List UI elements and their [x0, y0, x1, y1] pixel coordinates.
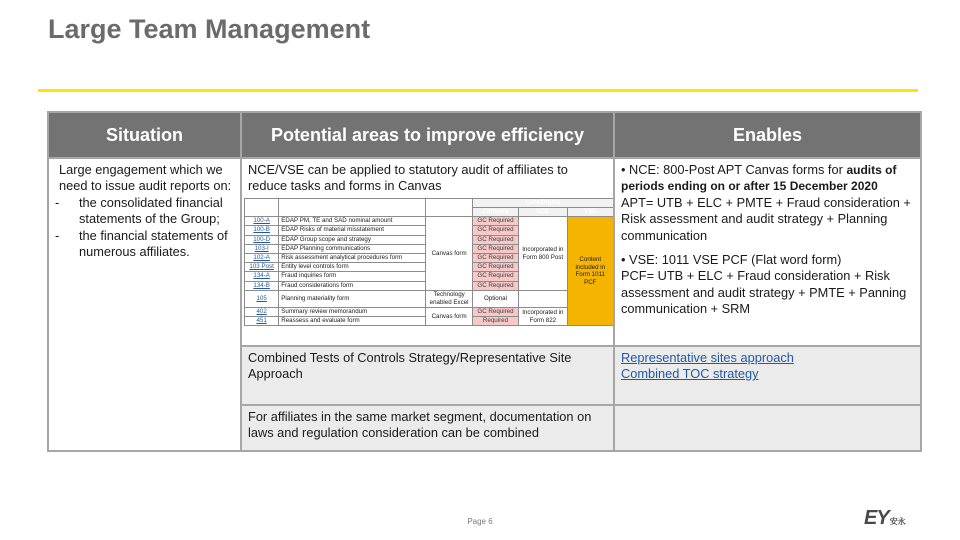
form-number-link[interactable]: 100-D: [245, 235, 279, 244]
forms-row: [245, 290, 614, 307]
form-status: GC Required: [472, 235, 518, 244]
situation-intro: Large engagement which we need to issue audit reports on:: [59, 162, 232, 194]
form-status: GC Required: [472, 217, 518, 226]
form-number-link[interactable]: 134-A: [245, 272, 279, 281]
form-status: GC Required: [472, 281, 518, 290]
form-type: Technology enabled Excel: [426, 290, 472, 307]
situation-item: - the financial statements of numerous affiliates.: [55, 228, 234, 261]
form-status: GC Required: [472, 307, 518, 316]
forms-header-form-type: Form type: [426, 198, 472, 216]
forms-row: [245, 307, 614, 316]
combined-toc-link[interactable]: Combined TOC strategy: [621, 366, 759, 382]
form-title: EDAP PM, TE and SAD nominal amount: [279, 217, 426, 226]
ey-logo-sub: 安永: [889, 517, 906, 526]
form-title: Fraud inquiries form: [279, 272, 426, 281]
enables-cell-toc: [614, 346, 921, 405]
title-divider: [38, 89, 918, 92]
forms-header-vse: VSE: [567, 208, 613, 217]
enables-vse: [621, 252, 914, 318]
situation-list: [55, 195, 234, 261]
form-status: GC Required: [472, 272, 518, 281]
form-number-link[interactable]: 402: [245, 307, 279, 316]
form-number-link[interactable]: 103-I: [245, 244, 279, 253]
enables-cell-nce-vse: [614, 158, 921, 346]
form-number-link[interactable]: 451: [245, 317, 279, 326]
enables-pcf-formula: PCF= UTB + ELC + Fraud consideration + Risk assessment and audit strategy + PMTE + Panning communication + SRM: [621, 268, 907, 317]
slide-title: Large Team Management: [48, 14, 371, 44]
form-status: Optional: [472, 290, 518, 307]
header-enables: Enables: [614, 112, 921, 158]
form-number-link[interactable]: 103 Post: [245, 263, 279, 272]
nce-note: Incorporated in Form 822: [519, 307, 567, 325]
nce-note: Incorporated in Form 800 Post: [519, 217, 567, 291]
form-number-link[interactable]: 100-B: [245, 226, 279, 235]
forms-header-core-digital: Core/Digital: [472, 198, 613, 207]
enables-apt-formula: APT= UTB + ELC + PMTE + Fraud consideration + Risk assessment and audit strategy + Planning communication: [621, 194, 911, 243]
area-cell-nce-vse: [241, 158, 614, 346]
situation-item: - the consolidated financial statements of the Group;: [55, 195, 234, 228]
form-status: GC Required: [472, 263, 518, 272]
forms-table: [244, 198, 614, 326]
enables-nce: [621, 162, 914, 244]
form-title: EDAP Planning communications: [279, 244, 426, 253]
efficiency-table: [47, 111, 922, 452]
form-number-link[interactable]: 105: [245, 290, 279, 307]
enables-cell-laws: [614, 405, 921, 451]
form-title: Summary review memorandum: [279, 307, 426, 316]
forms-row: [245, 217, 614, 226]
form-number-link[interactable]: 100-A: [245, 217, 279, 226]
form-title: Risk assessment analytical procedures form: [279, 254, 426, 263]
enables-nce-prefix: • NCE: 800-Post APT Canvas forms for: [621, 162, 847, 177]
area-cell-toc: Combined Tests of Controls Strategy/Representative Site Approach: [241, 346, 614, 405]
form-title: EDAP Group scope and strategy: [279, 235, 426, 244]
form-title: Fraud considerations form: [279, 281, 426, 290]
form-status: GC Required: [472, 244, 518, 253]
representative-sites-link[interactable]: Representative sites approach: [621, 350, 794, 365]
header-row: [48, 112, 921, 158]
forms-header-complex: Complex: [472, 208, 518, 217]
form-status: GC Required: [472, 226, 518, 235]
ey-logo-mark: EY: [864, 507, 889, 529]
situation-cell: [48, 158, 241, 451]
form-title: EDAP Risks of material misstatement: [279, 226, 426, 235]
enables-vse-line: • VSE: 1011 VSE PCF (Flat word form): [621, 252, 842, 268]
forms-header-form-no: Form #: [245, 198, 279, 216]
vse-note: Content included in Form 1011 PCF: [567, 217, 613, 326]
header-potential-areas: Potential areas to improve efficiency: [241, 112, 614, 158]
form-type: Canvas form: [426, 307, 472, 325]
form-status: GC Required: [472, 254, 518, 263]
forms-header-form-title: Form Title: [279, 198, 426, 216]
form-type: Canvas form: [426, 217, 472, 291]
header-situation: Situation: [48, 112, 241, 158]
nce-empty: [519, 290, 567, 307]
form-number-link[interactable]: 134-B: [245, 281, 279, 290]
area-text: NCE/VSE can be applied to statutory audit of affiliates to reduce tasks and forms in Canvas: [248, 162, 568, 194]
forms-header-nce: NCE: [519, 208, 567, 217]
enables-nce-bold: audits of periods ending on or after 15 December 2020: [621, 163, 897, 194]
table-row: [48, 158, 921, 346]
ey-logo: [864, 506, 906, 528]
form-title: Entity level controls form: [279, 263, 426, 272]
area-cell-laws: For affiliates in the same market segment, documentation on laws and regulation consideration can be combined: [241, 405, 614, 451]
form-title: Planning materiality form: [279, 290, 426, 307]
form-number-link[interactable]: 102-A: [245, 254, 279, 263]
form-title: Reassess and evaluate form: [279, 317, 426, 326]
form-status: Required: [472, 317, 518, 326]
page-number: Page 6: [467, 517, 493, 526]
